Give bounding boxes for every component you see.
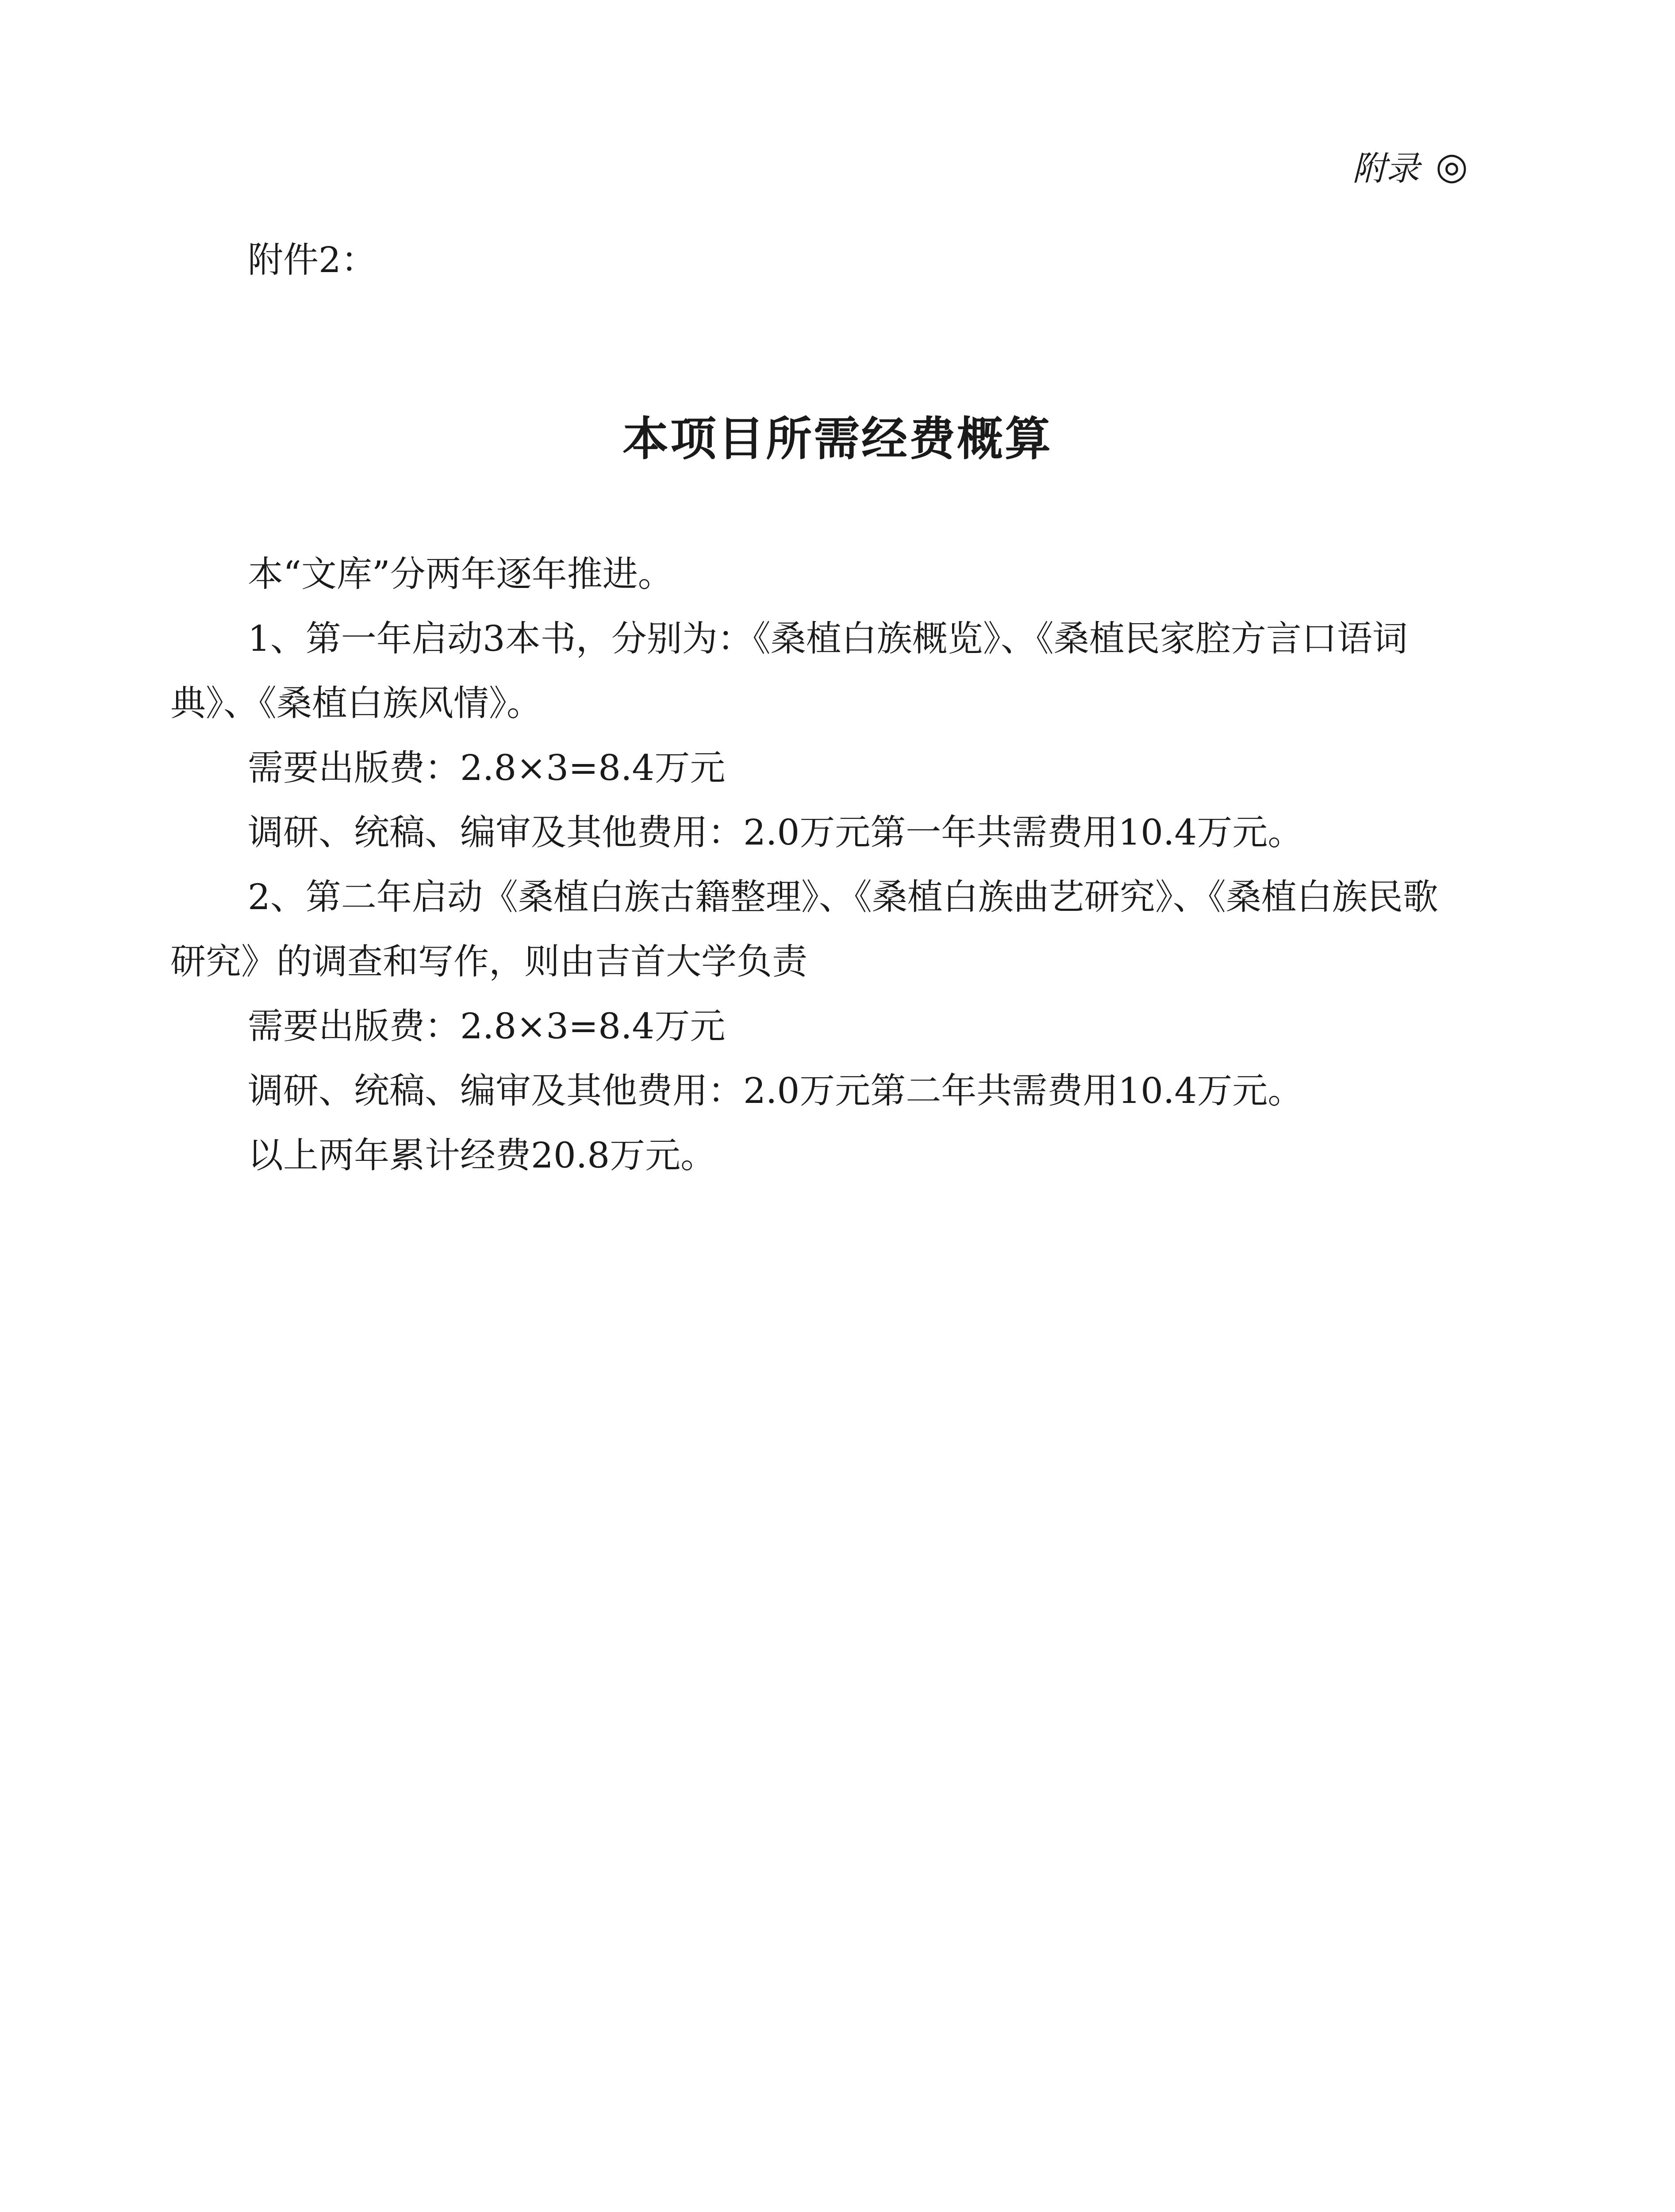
body-text bbox=[170, 542, 1467, 1188]
attachment-label: 附件2： bbox=[248, 239, 376, 280]
section-label: 附录 bbox=[1352, 149, 1420, 188]
paragraph-year-two-other-fee: 调研、统稿、编审及其他费用：2.0万元第二年共需费用10.4万元。 bbox=[248, 1070, 1303, 1111]
paragraph-intro: 本“文库”分两年逐年推进。 bbox=[248, 553, 673, 595]
paragraph-year-one: 1、第一年启动3本书，分别为：《桑植白族概览》、《桑植民家腔方言口语词典》、《桑植白族风情》。 bbox=[170, 618, 1408, 724]
paragraph-year-two-publishing-fee: 需要出版费：2.8×3=8.4万元 bbox=[248, 1006, 726, 1047]
double-circle-icon: ◎ bbox=[1435, 144, 1468, 188]
paragraph-year-one-other-fee: 调研、统稿、编审及其他费用：2.0万元第一年共需费用10.4万元。 bbox=[248, 812, 1303, 853]
paragraph-total: 以上两年累计经费20.8万元。 bbox=[248, 1135, 716, 1176]
page-header bbox=[1352, 142, 1468, 190]
paragraph-year-one-publishing-fee: 需要出版费：2.8×3=8.4万元 bbox=[248, 747, 726, 788]
paragraph-year-two: 2、第二年启动《桑植白族古籍整理》、《桑植白族曲艺研究》、《桑植白族民歌研究》的调查和写作，则由吉首大学负责 bbox=[170, 876, 1438, 982]
document-title: 本项目所需经费概算 bbox=[622, 412, 1053, 466]
